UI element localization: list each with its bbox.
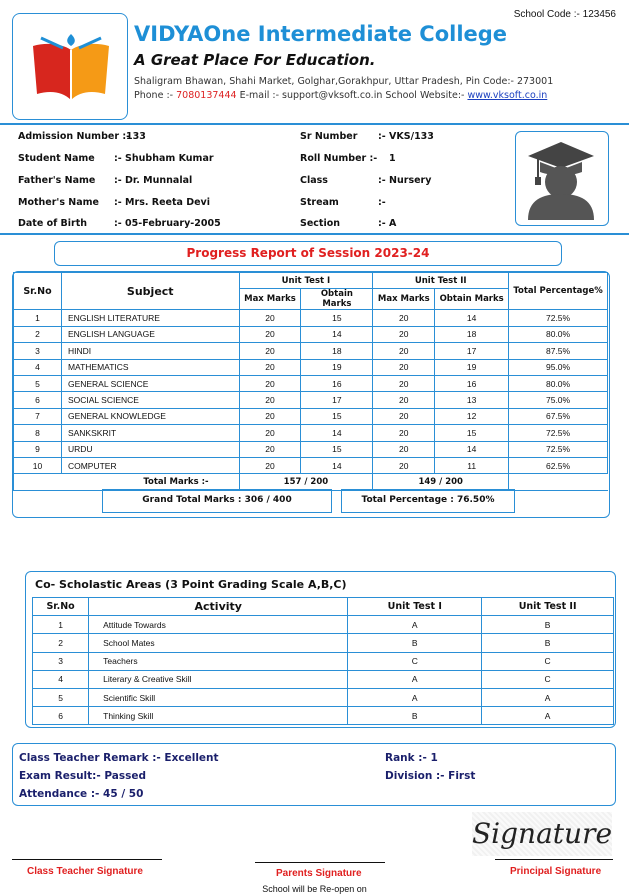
row-subject: SANKSKRIT xyxy=(61,425,239,441)
admission-value: 133 xyxy=(126,131,146,142)
dob-label: Date of Birth xyxy=(18,218,88,229)
co-header-unit-test-2: Unit Test II xyxy=(482,598,614,616)
row-max-marks-2: 20 xyxy=(373,375,435,391)
row-max-marks-1: 20 xyxy=(239,392,301,408)
marks-row xyxy=(14,310,608,326)
row-max-marks-2: 20 xyxy=(373,310,435,326)
stream-value: :- xyxy=(378,197,386,208)
school-code: School Code :- 123456 xyxy=(513,9,616,20)
row-max-marks-2: 20 xyxy=(373,343,435,359)
attendance: Attendance :- 45 / 50 xyxy=(19,788,144,800)
row-srno: 6 xyxy=(14,392,62,408)
co-scholastic-row xyxy=(33,634,614,652)
info-divider xyxy=(0,233,629,235)
row-total-percentage: 87.5% xyxy=(509,343,608,359)
stream-label: Stream xyxy=(300,197,339,208)
sr-number-label: Sr Number xyxy=(300,131,358,142)
exam-result: Exam Result:- Passed xyxy=(19,770,147,782)
email-text: E-mail :- support@vksoft.co.in School Website:- xyxy=(236,90,468,101)
row-subject: GENERAL KNOWLEDGE xyxy=(61,408,239,424)
co-row-unit-test-2: C xyxy=(482,670,614,688)
co-scholastic-row xyxy=(33,652,614,670)
school-name: VIDYAOne Intermediate College xyxy=(134,22,508,46)
progress-report-title: Progress Report of Session 2023-24 xyxy=(54,241,562,266)
marks-row xyxy=(14,326,608,342)
graduate-avatar-icon xyxy=(516,132,606,222)
marks-row xyxy=(14,441,608,457)
co-row-activity: Attitude Towards xyxy=(89,616,348,634)
father-name-label: Father's Name xyxy=(18,175,96,186)
division: Division :- First xyxy=(385,770,476,782)
dob-value: :- 05-February-2005 xyxy=(114,218,221,229)
row-obtain-marks-2: 14 xyxy=(435,310,509,326)
grand-total-marks: Grand Total Marks : 306 / 400 xyxy=(102,489,332,513)
row-obtain-marks-2: 12 xyxy=(435,408,509,424)
school-tagline: A Great Place For Education. xyxy=(134,51,376,69)
co-row-unit-test-2: C xyxy=(482,652,614,670)
sr-number-value: :- VKS/133 xyxy=(378,131,434,142)
row-total-percentage: 67.5% xyxy=(509,408,608,424)
roll-number-label: Roll Number :- xyxy=(300,153,378,164)
row-obtain-marks-2: 19 xyxy=(435,359,509,375)
marks-row xyxy=(14,457,608,473)
school-contact xyxy=(134,90,547,101)
reopen-note: School will be Re-open on xyxy=(262,884,367,894)
row-max-marks-2: 20 xyxy=(373,359,435,375)
co-header-unit-test-1: Unit Test I xyxy=(348,598,482,616)
co-scholastic-row xyxy=(33,688,614,706)
principal-signature-image: Signature xyxy=(472,812,612,856)
row-subject: SOCIAL SCIENCE xyxy=(61,392,239,408)
marks-row xyxy=(14,343,608,359)
principal-signature-label: Principal Signature xyxy=(510,866,602,877)
row-srno: 8 xyxy=(14,425,62,441)
row-subject: COMPUTER xyxy=(61,457,239,473)
class-teacher-signature-line xyxy=(12,859,162,860)
class-label: Class xyxy=(300,175,328,186)
row-max-marks-1: 20 xyxy=(239,457,301,473)
parents-signature-label: Parents Signature xyxy=(276,868,362,879)
co-scholastic-row xyxy=(33,707,614,725)
co-row-unit-test-1: B xyxy=(348,707,482,725)
row-max-marks-1: 20 xyxy=(239,408,301,424)
row-obtain-marks-1: 19 xyxy=(301,359,373,375)
row-max-marks-2: 20 xyxy=(373,441,435,457)
row-obtain-marks-1: 14 xyxy=(301,326,373,342)
roll-number-value: 1 xyxy=(389,153,396,164)
row-max-marks-2: 20 xyxy=(373,392,435,408)
student-name-label: Student Name xyxy=(18,153,95,164)
row-total-percentage: 80.0% xyxy=(509,326,608,342)
header-max-marks-2: Max Marks xyxy=(373,289,435,310)
row-max-marks-1: 20 xyxy=(239,375,301,391)
teacher-remark: Class Teacher Remark :- Excellent xyxy=(19,752,219,764)
marks-row xyxy=(14,375,608,391)
rank: Rank :- 1 xyxy=(385,752,438,764)
co-row-unit-test-2: B xyxy=(482,616,614,634)
row-obtain-marks-2: 13 xyxy=(435,392,509,408)
row-max-marks-2: 20 xyxy=(373,408,435,424)
co-row-activity: Scientific Skill xyxy=(89,688,348,706)
header-unit-test-2: Unit Test II xyxy=(373,273,509,289)
header-unit-test-1: Unit Test I xyxy=(239,273,373,289)
row-srno: 10 xyxy=(14,457,62,473)
marks-row xyxy=(14,408,608,424)
co-row-unit-test-1: B xyxy=(348,634,482,652)
row-max-marks-1: 20 xyxy=(239,441,301,457)
row-obtain-marks-1: 16 xyxy=(301,375,373,391)
co-scholastic-title: Co- Scholastic Areas (3 Point Grading Scale A,B,C) xyxy=(35,578,347,591)
co-scholastic-row xyxy=(33,670,614,688)
co-row-unit-test-1: A xyxy=(348,688,482,706)
header-subject: Subject xyxy=(61,273,239,310)
co-row-srno: 2 xyxy=(33,634,89,652)
row-subject: MATHEMATICS xyxy=(61,359,239,375)
row-obtain-marks-1: 14 xyxy=(301,457,373,473)
row-obtain-marks-2: 18 xyxy=(435,326,509,342)
co-row-unit-test-1: C xyxy=(348,652,482,670)
student-name-value: :- Shubham Kumar xyxy=(114,153,214,164)
row-obtain-marks-1: 15 xyxy=(301,408,373,424)
class-value: :- Nursery xyxy=(378,175,432,186)
class-teacher-signature-label: Class Teacher Signature xyxy=(27,866,143,877)
header-obtain-marks-1: Obtain Marks xyxy=(301,289,373,310)
row-max-marks-2: 20 xyxy=(373,326,435,342)
co-row-unit-test-2: A xyxy=(482,707,614,725)
co-row-unit-test-1: A xyxy=(348,670,482,688)
marks-row xyxy=(14,359,608,375)
header-total-percentage: Total Percentage% xyxy=(509,273,608,310)
principal-signature-line xyxy=(495,859,613,860)
school-logo xyxy=(12,13,128,120)
father-name-value: :- Dr. Munnalal xyxy=(114,175,193,186)
row-srno: 7 xyxy=(14,408,62,424)
co-row-srno: 6 xyxy=(33,707,89,725)
row-max-marks-2: 20 xyxy=(373,425,435,441)
row-srno: 1 xyxy=(14,310,62,326)
website-link[interactable]: www.vksoft.co.in xyxy=(467,90,548,101)
row-total-percentage: 62.5% xyxy=(509,457,608,473)
total-unit-test-2: 149 / 200 xyxy=(373,474,509,490)
section-value: :- A xyxy=(378,218,397,229)
row-srno: 9 xyxy=(14,441,62,457)
admission-label: Admission Number :- xyxy=(18,131,131,142)
row-obtain-marks-2: 11 xyxy=(435,457,509,473)
mother-name-value: :- Mrs. Reeta Devi xyxy=(114,197,210,208)
row-total-percentage: 75.0% xyxy=(509,392,608,408)
co-scholastic-table xyxy=(32,597,614,725)
co-row-srno: 1 xyxy=(33,616,89,634)
school-address: Shaligram Bhawan, Shahi Market, Golghar,Gorakhpur, Uttar Pradesh, Pin Code:- 273001 xyxy=(134,76,554,87)
section-label: Section xyxy=(300,218,341,229)
row-max-marks-1: 20 xyxy=(239,359,301,375)
row-max-marks-2: 20 xyxy=(373,457,435,473)
marks-row xyxy=(14,392,608,408)
total-empty-cell xyxy=(509,474,608,490)
row-obtain-marks-2: 17 xyxy=(435,343,509,359)
row-total-percentage: 72.5% xyxy=(509,425,608,441)
total-percentage: Total Percentage : 76.50% xyxy=(341,489,515,513)
row-total-percentage: 72.5% xyxy=(509,310,608,326)
phone-number: 7080137444 xyxy=(176,90,237,101)
row-total-percentage: 95.0% xyxy=(509,359,608,375)
header-max-marks-1: Max Marks xyxy=(239,289,301,310)
row-obtain-marks-1: 15 xyxy=(301,441,373,457)
row-max-marks-1: 20 xyxy=(239,310,301,326)
co-row-unit-test-2: A xyxy=(482,688,614,706)
row-obtain-marks-1: 14 xyxy=(301,425,373,441)
row-obtain-marks-2: 14 xyxy=(435,441,509,457)
header-srno: Sr.No xyxy=(14,273,62,310)
row-subject: HINDI xyxy=(61,343,239,359)
co-row-activity: School Mates xyxy=(89,634,348,652)
marks-row xyxy=(14,425,608,441)
co-row-activity: Literary & Creative Skill xyxy=(89,670,348,688)
row-max-marks-1: 20 xyxy=(239,326,301,342)
row-subject: ENGLISH LITERATURE xyxy=(61,310,239,326)
row-srno: 4 xyxy=(14,359,62,375)
co-header-activity: Activity xyxy=(89,598,348,616)
row-subject: ENGLISH LANGUAGE xyxy=(61,326,239,342)
parents-signature-line xyxy=(255,862,385,863)
header-obtain-marks-2: Obtain Marks xyxy=(435,289,509,310)
row-obtain-marks-1: 17 xyxy=(301,392,373,408)
row-srno: 5 xyxy=(14,375,62,391)
co-row-unit-test-2: B xyxy=(482,634,614,652)
co-row-unit-test-1: A xyxy=(348,616,482,634)
phone-label: Phone :- xyxy=(134,90,177,101)
marks-table-container xyxy=(12,271,610,518)
row-obtain-marks-1: 18 xyxy=(301,343,373,359)
row-obtain-marks-1: 15 xyxy=(301,310,373,326)
row-obtain-marks-2: 15 xyxy=(435,425,509,441)
row-srno: 2 xyxy=(14,326,62,342)
row-total-percentage: 80.0% xyxy=(509,375,608,391)
co-scholastic-row xyxy=(33,616,614,634)
row-max-marks-1: 20 xyxy=(239,343,301,359)
co-row-activity: Thinking Skill xyxy=(89,707,348,725)
total-unit-test-1: 157 / 200 xyxy=(239,474,373,490)
marks-table xyxy=(13,272,608,491)
total-marks-label: Total Marks :- xyxy=(14,474,240,490)
co-row-activity: Teachers xyxy=(89,652,348,670)
co-row-srno: 5 xyxy=(33,688,89,706)
row-subject: GENERAL SCIENCE xyxy=(61,375,239,391)
row-subject: URDU xyxy=(61,441,239,457)
book-logo-icon xyxy=(27,28,115,108)
header-divider xyxy=(0,123,629,125)
co-row-srno: 4 xyxy=(33,670,89,688)
row-obtain-marks-2: 16 xyxy=(435,375,509,391)
mother-name-label: Mother's Name xyxy=(18,197,99,208)
student-photo xyxy=(515,131,609,226)
row-total-percentage: 72.5% xyxy=(509,441,608,457)
row-srno: 3 xyxy=(14,343,62,359)
row-max-marks-1: 20 xyxy=(239,425,301,441)
co-row-srno: 3 xyxy=(33,652,89,670)
co-header-srno: Sr.No xyxy=(33,598,89,616)
